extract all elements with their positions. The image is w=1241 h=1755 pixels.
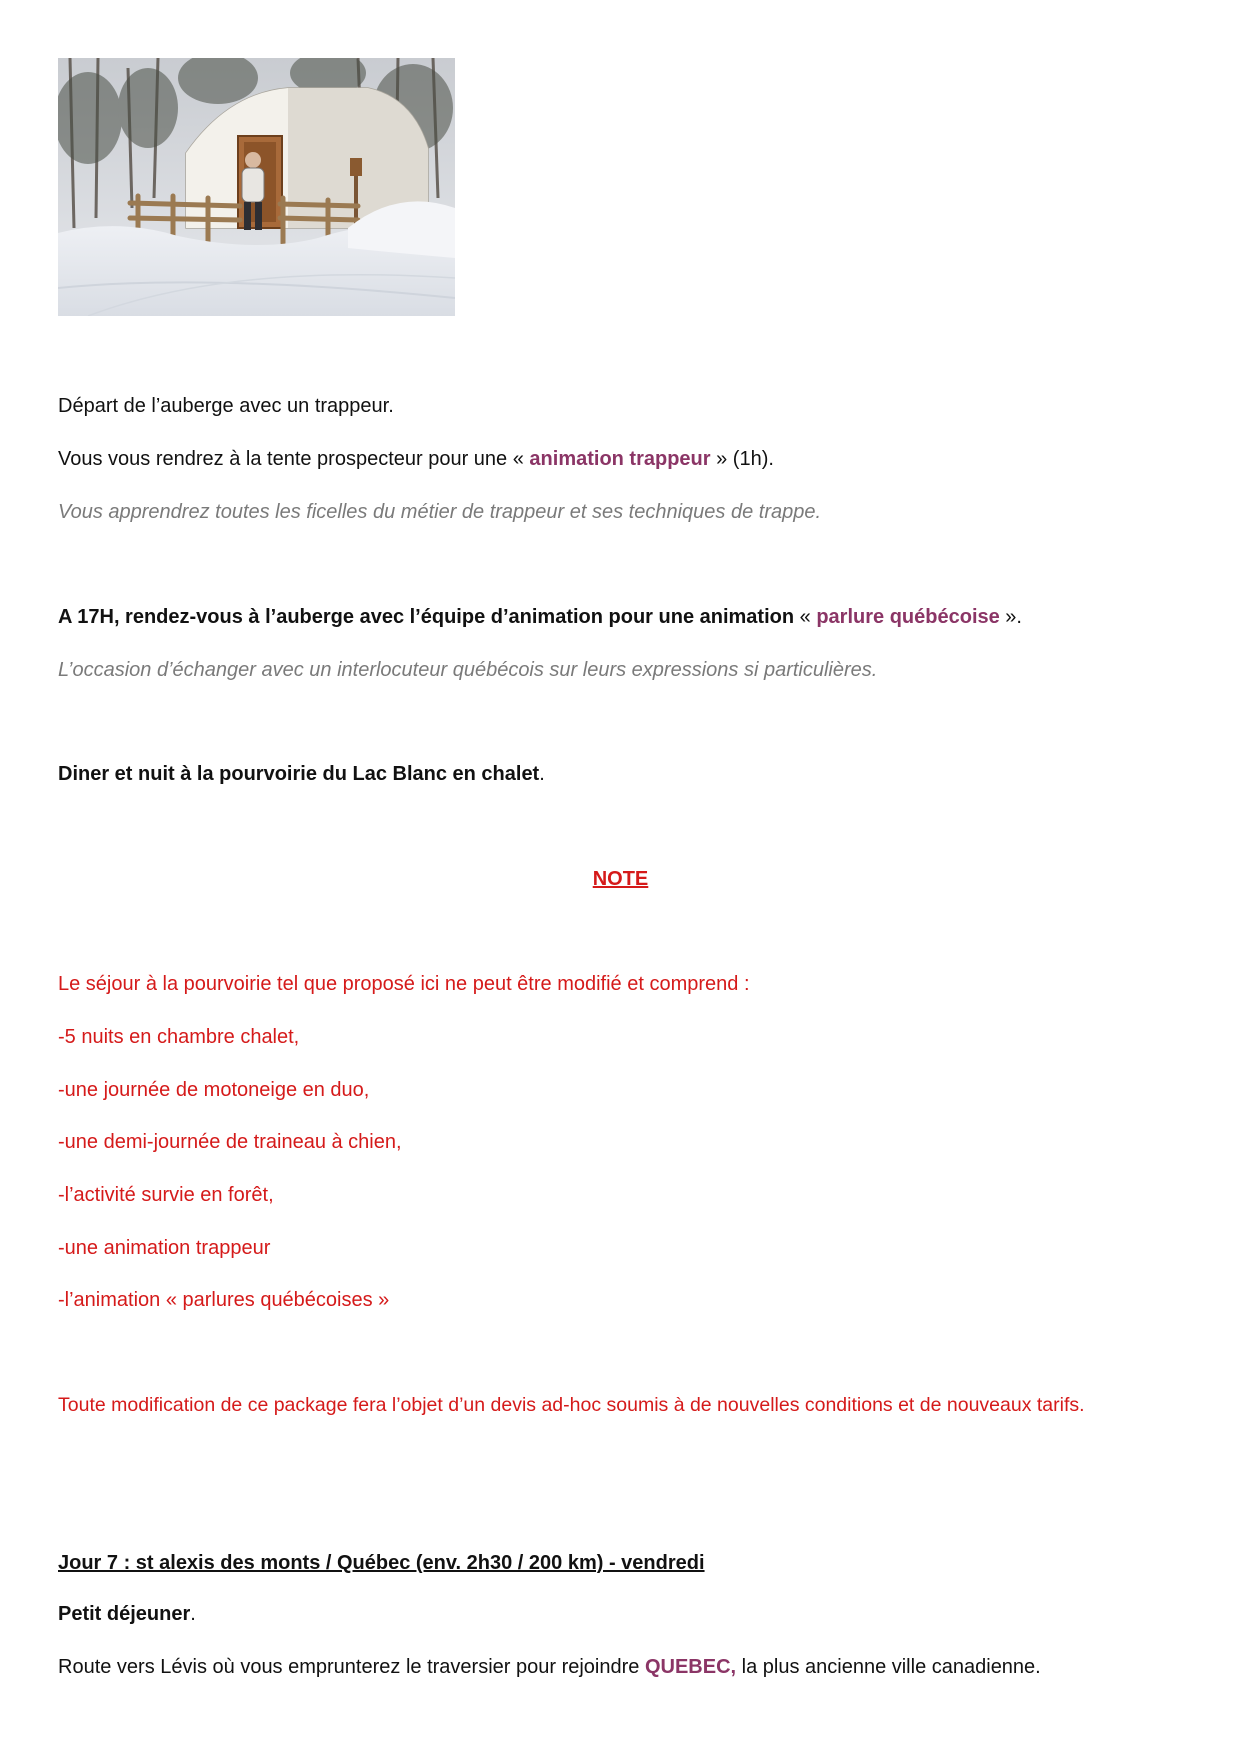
departure-text: Départ de l’auberge avec un trappeur. <box>58 395 394 417</box>
day7-title: Jour 7 : st alexis des monts / Québec (env. 2h30 / 200 km) - vendredi <box>58 1552 705 1574</box>
rendezvous-before: « <box>794 606 817 628</box>
parlure-highlight: parlure québécoise <box>816 606 1000 628</box>
note-intro: Le séjour à la pourvoirie tel que proposé ici ne peut être modifié et comprend : <box>58 973 750 995</box>
exchange-description: L’occasion d’échanger avec un interlocuteur québécois sur leurs expressions si particulières. <box>58 659 878 681</box>
note-item: -l’activité survie en forêt, <box>58 1184 274 1206</box>
note-outro: Toute modification de ce package fera l’objet d’un devis ad-hoc soumis à de nouvelles conditions et de nouveaux tarifs. <box>58 1394 1085 1416</box>
breakfast-after: . <box>190 1603 196 1625</box>
rendezvous-bold: A 17H, rendez-vous à l’auberge avec l’équipe d’animation pour une animation <box>58 606 795 628</box>
tent-in-snow-photo <box>58 58 455 316</box>
dinner-text <box>58 761 545 787</box>
note-item: -l’animation « parlures québécoises » <box>58 1289 390 1311</box>
route-before: Route vers Lévis où vous emprunterez le traversier pour rejoindre <box>58 1656 645 1678</box>
tent-visit-after: » (1h). <box>710 448 774 470</box>
note-title: NOTE <box>592 868 649 890</box>
note-item: -5 nuits en chambre chalet, <box>58 1026 300 1048</box>
quebec-highlight: QUEBEC, <box>644 1656 737 1678</box>
note-item: -une animation trappeur <box>58 1237 271 1259</box>
dinner-bold: Diner et nuit à la pourvoirie du Lac Blanc en chalet <box>58 763 540 785</box>
breakfast-text <box>58 1601 196 1627</box>
rendezvous-after: ». <box>999 606 1022 628</box>
breakfast-bold: Petit déjeuner <box>58 1603 191 1625</box>
tent-visit-before: Vous vous rendrez à la tente prospecteur pour une « <box>58 448 530 470</box>
rendezvous-text <box>58 604 1022 630</box>
route-text <box>58 1654 1041 1680</box>
route-after: la plus ancienne ville canadienne. <box>736 1656 1041 1678</box>
dinner-after: . <box>539 763 545 785</box>
tent-visit-text <box>58 446 774 472</box>
note-item: -une demi-journée de traineau à chien, <box>58 1131 402 1153</box>
trapper-description: Vous apprendrez toutes les ficelles du métier de trappeur et ses techniques de trappe. <box>58 501 822 523</box>
animation-trappeur-highlight: animation trappeur <box>529 448 711 470</box>
note-item: -une journée de motoneige en duo, <box>58 1079 370 1101</box>
